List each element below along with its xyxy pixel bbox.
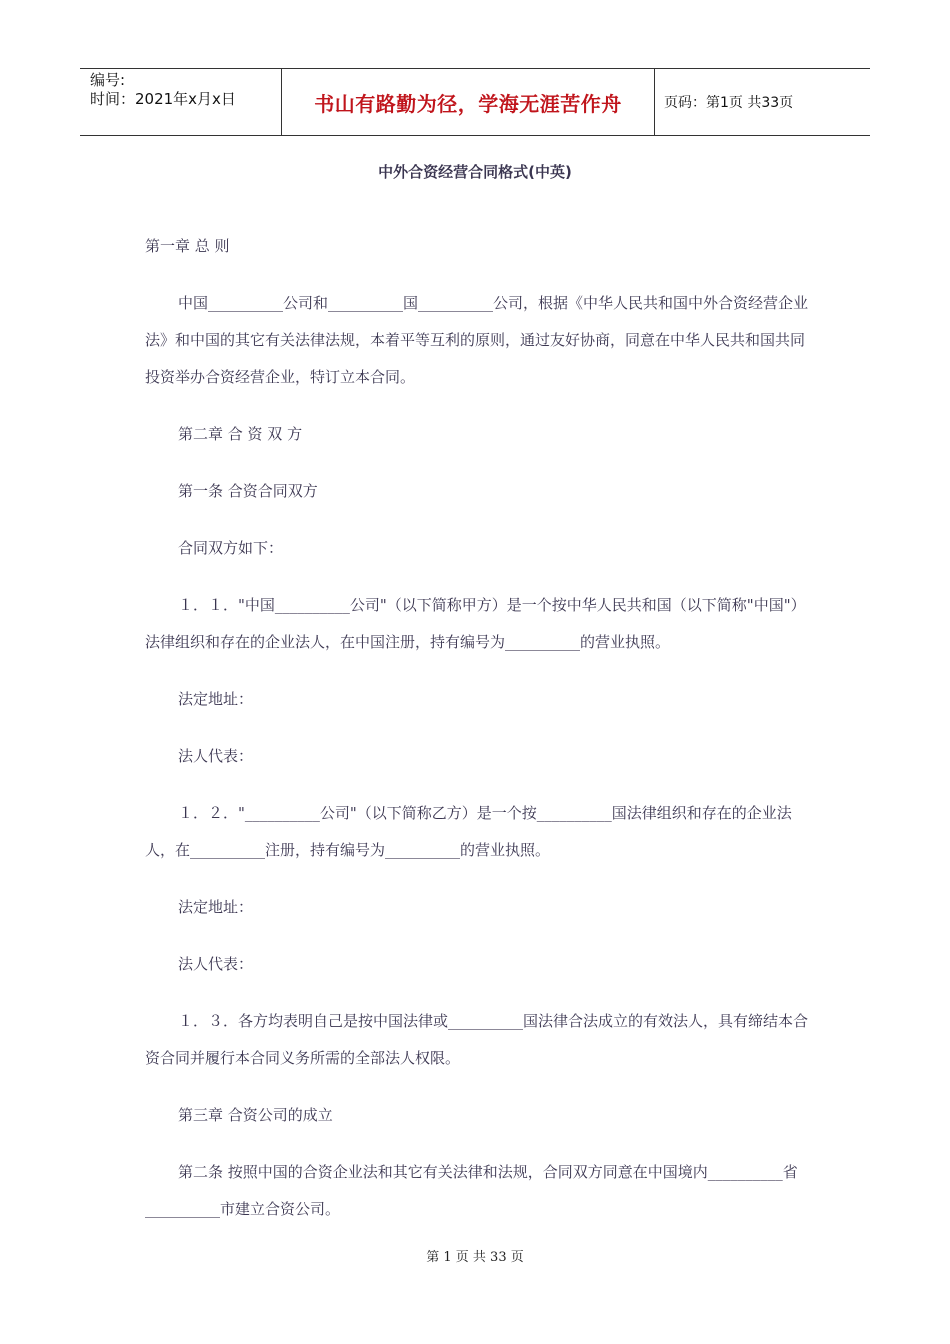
article-heading: 第一条 合资合同双方 xyxy=(178,482,318,500)
article: 第二条 按照中国的合资企业法和其它有关法律和法规，合同双方同意在中国境内__________省__________市建立合资公司。 xyxy=(145,1163,798,1218)
document-time-label: 时间：2021年x月x日 xyxy=(90,90,236,108)
field-label: 法定地址： xyxy=(178,898,254,916)
chapter-heading: 第三章 合资公司的成立 xyxy=(178,1106,333,1124)
field-label: 法人代表： xyxy=(178,747,254,765)
clause: １．１．"中国__________公司"（以下简称甲方）是一个按中华人民共和国（以下简称"中国"）法律组织和存在的企业法人，在中国注册，持有编号为__________的营业执照。 xyxy=(145,596,806,651)
field-label: 法人代表： xyxy=(178,955,254,973)
chapter-heading: 第一章 总 则 xyxy=(145,237,230,255)
document-body xyxy=(145,228,810,1248)
document-title: 中外合资经营合同格式(中英) xyxy=(378,163,572,181)
field-label: 法定地址： xyxy=(178,690,254,708)
document-number-label: 编号: xyxy=(90,71,126,89)
paragraph: 合同双方如下： xyxy=(178,539,284,557)
clause: １．２．"__________公司"（以下简称乙方）是一个按__________国法律组织和存在的企业法人，在__________注册，持有编号为__________的营业执照。 xyxy=(145,804,792,859)
clause: １．３．各方均表明自己是按中国法律或__________国法律合法成立的有效法人，具有缔结本合资合同并履行本合同义务所需的全部法人权限。 xyxy=(145,1012,809,1067)
paragraph: 中国__________公司和__________国__________公司，根据《中华人民共和国中外合资经营企业法》和中国的其它有关法律法规，本着平等互利的原则，通过友好协商，同意在中华人民共和国共同投资举办合资经营企业，特订立本合同。 xyxy=(145,294,809,386)
header-page-info: 页码：第1页 共33页 xyxy=(664,95,794,111)
header-motto: 书山有路勤为径，学海无涯苦作舟 xyxy=(281,69,655,135)
page-header xyxy=(80,68,870,136)
page-footer: 第 1 页 共 33 页 xyxy=(426,1250,524,1265)
header-meta xyxy=(80,69,281,135)
chapter-heading: 第二章 合 资 双 方 xyxy=(178,425,303,443)
